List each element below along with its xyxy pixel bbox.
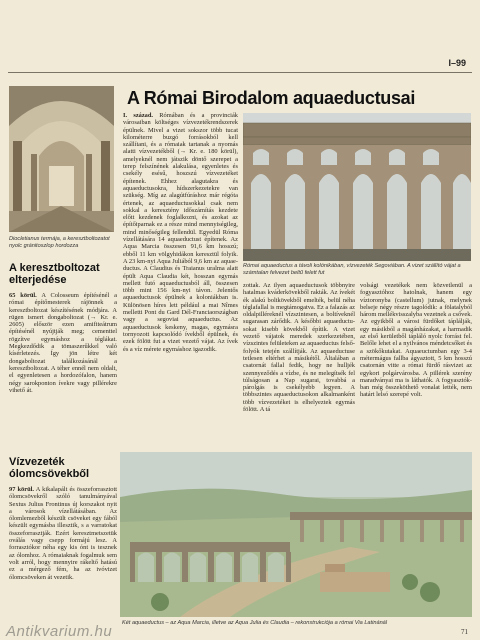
section-vault-heading: A keresztboltozat elterjedése <box>9 262 100 286</box>
section-pipes-heading: Vízvezeték ólomcsövekből <box>9 456 90 480</box>
segovia-caption: Római aquaeductus a távoli kolónikában, vízvezeték Segoviában. A vizet szállító vájat a számtalan felvezet beltű felett fut <box>243 263 461 276</box>
watermark: Antikvarium.hu <box>6 623 113 640</box>
via-latina-reconstruction-image <box>120 452 472 617</box>
center-column-body: Rómában és a provinciák városaiban költséges vízvezetékrendszerek épülnek. Mivel a vizet sokszor több tucat kilométerre buzgó forrásokból kell szállítani, és a rómaiak tartanak a nyomás alatti vízvezetékből (→ Kr. e. 180 körül), amelyeknél nem játszik döntő szerepet a terep felszínének alakulása, egyenletes és csekély esésű, hoszszú vízvezetéket építenek. Ehhez alagutakra és aquaeductusokra, hídszerkezetekre van szükség. Míg az alagútfúráshoz már régóta értenek, az aquaeductusokkal csak nem sokkal a keresztény időszámítás kezdete előtt kezdenek foglalkozni, és azokat az építőiparnak ez a része mind mennyiségileg, mind minőségileg fellendül. Egyedül Róma vízellátására 14 aquaeductust építenek. Az Aqua Marcia összesen 91,6 km hosszú; ebből 11 km völgyhidákon keresztül folyik. A 23 km-nyi Aqua Juliából 9,6 km az aquaeductus. A Claudius és Traianus uralma alatt épült Aqua Claudia két, hosszan egymás mellett futó aquaeductusból áll, összesen több mint 156 km-nyi távon. Jelentős aquaeductusok épülnek a koloniákban is. Különösen híres lett például a mai Nîmes melletti Pont du Gard Dél-Franciaországban vagy a segoviai aquaeductus. Az aquaeductusok keskeny, magas, egymásra tornyozott kapcsolódó ívekből épülnek, és ezek fölött fut a vizet vezető vájat. Az ívek és a víz mérete egymáshoz igazodik. <box>123 112 238 353</box>
center-column-text <box>123 112 238 448</box>
segovia-aqueduct-image <box>243 113 471 261</box>
section-pipes-body: A kikalapált és összeforrasztott ólomcsövekről szóló tanulmányával Sextus Julius Frontinus új korszakot nyit a városok vízellátásában. Az ólomlemezből készült csöveket egy fából készült egymásba illesztik, s a varratokat összeforrasztják. Ezért keresztmetszetük oválás vagy csepp formájú lesz. A forrasztókor néha egy kis ónt is tesznek az ólomhoz. A rómaiaknak fogalmuk sem volt arról, hogy mennyire rákeltő hatású ez a mérgező fém, ha az ivóvizet ólomcsöveken át vezetik. <box>9 486 117 581</box>
section-vault-text <box>9 292 117 450</box>
center-column-lead: I. század. <box>123 112 154 119</box>
section-vault-body: A Colosseum építésénél a római építőmesterek rájönnek a keresztboltozat készítésének módjára. A rügen ismert dongaboltozat (→ Kr. e. 2605) először ezen amifiteátrum építésénél nyújtják meg; cementtel rögzítve egymáshoz a téglákat. Megkezdődik a tömaszerűkkel való kísérletezés. Így jön létre két dongaboltozat találkozásánál a keresztboltozat. A téher ennél nem oldalt, el egyenletesen a hordozófalon, hanem négy sarokponton ívekre vagy pillérekre vihető át. <box>9 292 117 394</box>
section-pipes-text <box>9 486 117 626</box>
page-number: 71 <box>461 628 468 636</box>
column-b-text: zottak. Az ilyen aquaeductusok többnyire hatalmas kváderkövekből rakták. Az ívekét ék alakú boltkövekből emelték, belül néha téglafallal is megtámogatva. Ez a falazás az oldalpilléreknél vízszintesen, a boltíveknél sugarasan zárődik. A későbbi aquaeductusokat kisebb kövekből építik. A vizet vezető vájatok meredek szerkezetében, vízszintes felületeken az aquaeductus felsőfolyók tetején szállítják. Az aquaeductuse tetlesen eltérhet a másikétől. Általában a csatornát fallal fedik, hogy ne hulljék szennyeződés a vízbe, és ne melegítsék fel túlságosan a Nap sugarai, tovabbá a párolgás is csekélyebb legyen. A többszintes aquaeductusokon alkalmanként több vízvezetéket is elhelyeztek egymás fölött. A tá <box>243 282 355 414</box>
section-vault-lead: 65 körül. <box>9 292 37 299</box>
via-latina-caption: Két aquaeductus – az Aqua Marcia, illetve az Aqua Julia és Claudia – rekonstrukciója a római Via Latinánál <box>122 620 388 626</box>
page-title: A Római Birodalom aquaeductusai <box>127 88 416 108</box>
column-c-text: volsági vezetékek nem közvetlenül a fogyasztóhoz hatolnak, hanem egy víztoronyba (castellum) jutnak, melynek belseje négy részre tagolódik: a fölatalyból három mellékvisszalyba vezetnek a csővek. Az egyikből a városi fürdőket táplálják, egy másikból a magánházakat, a harmadik az első kerületből tápláló nyolc forrást fel. Belőle lehet el a nyilvános méndetcsőket és a szökőkutakat. Aquaeuctumban egy 3-4 métermágus fallba ágyaztott, 5 km hosszú csatornán vitte a római fürdő rásvizet az egykori polgárvárosba. A pillérek szerény maradványai ma is láthatók. A fogyasztókban még összeköthető vonalat lették, nem határt lelsó szerepé volt. <box>360 282 472 399</box>
section-pipes-lead: 97 körül. <box>9 486 35 493</box>
section-marker: I–99 <box>448 58 466 68</box>
section-vault <box>9 262 117 286</box>
header-rule <box>8 72 472 73</box>
bath-interior-image <box>9 86 114 232</box>
bath-image-caption: Diocletianus termája, a keresztboltozatot nyolc gránitoszlop hordozza <box>9 236 110 249</box>
section-pipes <box>9 456 117 480</box>
